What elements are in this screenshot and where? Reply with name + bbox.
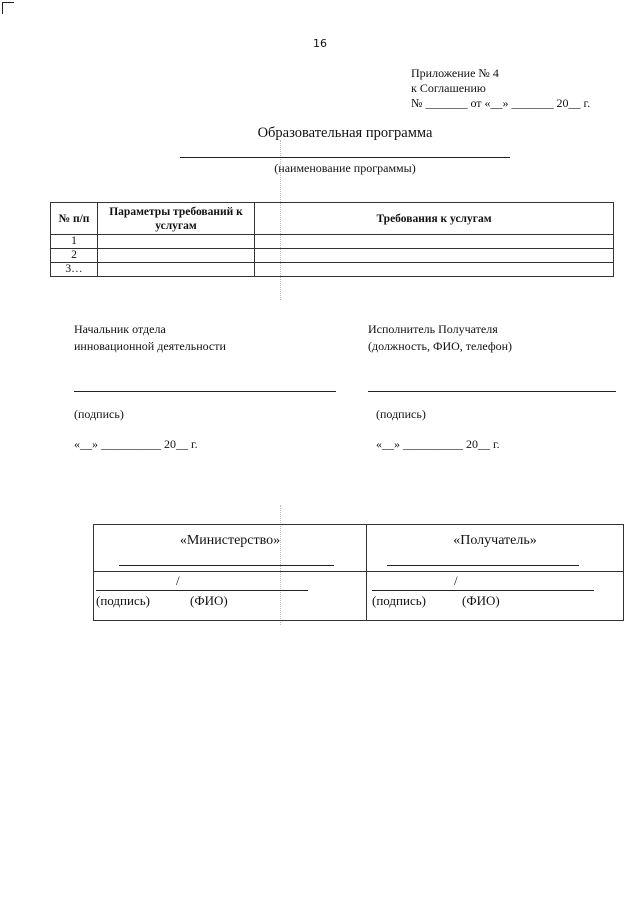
- row-parameter: [98, 249, 255, 263]
- right-signatory-title: [368, 321, 512, 355]
- signature-table-sign-row: [94, 572, 624, 621]
- recipient-name-label: (ФИО): [462, 593, 500, 608]
- recipient-title: «Получатель»: [453, 533, 537, 548]
- appendix-line-3: № _______ от «__» _______ 20__ г.: [411, 96, 591, 110]
- recipient-underline: [387, 565, 579, 566]
- row-number: 1: [51, 235, 98, 249]
- table-row: [51, 235, 614, 249]
- appendix-header: [411, 66, 590, 111]
- ministry-underline: [119, 565, 334, 566]
- ministry-cell: [94, 525, 367, 572]
- recipient-cell: [367, 525, 624, 572]
- ministry-slash: /: [176, 573, 180, 588]
- page-number: 16: [313, 37, 327, 50]
- header-number: № п/п: [51, 203, 98, 235]
- appendix-line-1: Приложение № 4: [411, 66, 499, 80]
- right-signatory-line-1: Исполнитель Получателя: [368, 322, 498, 336]
- row-parameter: [98, 263, 255, 277]
- left-signatory-line-1: Начальник отдела: [74, 322, 166, 336]
- requirements-table: [50, 202, 614, 277]
- program-name-line: [180, 157, 510, 158]
- right-signatory-line-2: (должность, ФИО, телефон): [368, 339, 513, 353]
- left-signature-caption: (подпись): [74, 407, 124, 421]
- row-parameter: [98, 235, 255, 249]
- row-number: 3…: [51, 263, 98, 277]
- signature-table: [93, 524, 624, 621]
- right-date: «__» __________ 20__ г.: [376, 437, 500, 451]
- ministry-name-label: (ФИО): [190, 593, 228, 608]
- recipient-sign-cell: [367, 572, 624, 621]
- header-requirements: Требования к услугам: [255, 203, 614, 235]
- table-row: [51, 263, 614, 277]
- ministry-title: «Министерство»: [179, 533, 281, 548]
- right-signature-caption: (подпись): [376, 407, 426, 421]
- recipient-signature-label: (подпись): [372, 593, 426, 608]
- ministry-sign-cell: [94, 572, 367, 621]
- left-signature-line: [74, 391, 336, 392]
- row-number: 2: [51, 249, 98, 263]
- table-header-row: [51, 203, 614, 235]
- left-date: «__» __________ 20__ г.: [74, 437, 198, 451]
- row-requirement: [255, 235, 614, 249]
- appendix-line-2: к Соглашению: [411, 81, 486, 95]
- row-requirement: [255, 249, 614, 263]
- corner-mark: [2, 2, 14, 14]
- table-row: [51, 249, 614, 263]
- left-signatory-line-2: инновационной деятельности: [74, 339, 226, 353]
- document-title: Образовательная программа: [257, 125, 433, 141]
- ministry-signature-label: (подпись): [96, 593, 150, 608]
- header-parameters: Параметры требований к услугам: [98, 203, 255, 235]
- ministry-sign-line: [96, 590, 308, 591]
- row-requirement: [255, 263, 614, 277]
- program-name-caption: (наименование программы): [274, 161, 416, 175]
- right-signature-line: [368, 391, 616, 392]
- left-signatory-title: [74, 321, 226, 355]
- recipient-slash: /: [454, 573, 458, 588]
- signature-table-header-row: [94, 525, 624, 572]
- recipient-sign-line: [372, 590, 594, 591]
